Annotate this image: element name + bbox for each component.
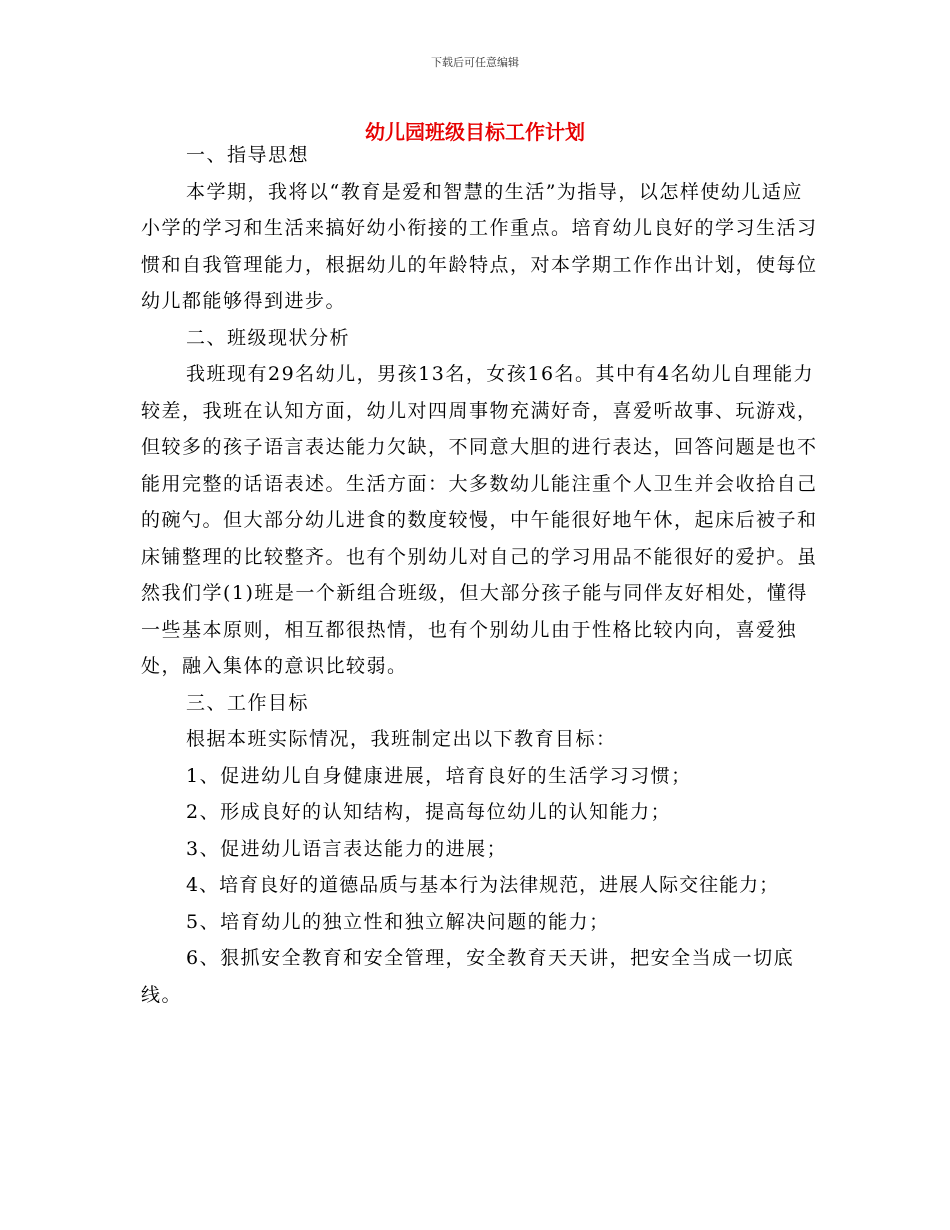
- document-title: 幼儿园班级目标工作计划: [365, 120, 585, 144]
- section-heading-guiding-thought: 一、指导思想: [186, 144, 310, 166]
- goal-item-5: 5、培育幼儿的独立性和独立解决问题的能力；: [186, 910, 610, 933]
- paragraph-class-analysis: 我班现有29名幼儿，男孩13名，女孩16名。其中有4名幼儿自理能力较差，我班在认知方面，幼儿对四周事物充满好奇，喜爱听故事、玩游戏，但较多的孩子语言表达能力欠缺，不同意大胆的进行表达，回答问题是也不能用完整的话语表述。生活方面：大多数幼儿能注重个人卫生并会收拾自己的碗勺。但大部分幼儿进食的数度较慢，中午能很好地午休，起床后被子和床铺整理的比较整齐。也有个别幼儿对自己的学习用品不能很好的爱护。虽然我们学(1)班是一个新组合班级，但大部分孩子能与同伴友好相处，懂得一些基本原则，相互都很热情，也有个别幼儿由于性格比较内向，喜爱独处，融入集体的意识比较弱。: [141, 363, 818, 677]
- section-heading-work-goals: 三、工作目标: [186, 691, 310, 714]
- header-note: 下载后可任意编辑: [431, 56, 519, 69]
- section-heading-class-analysis: 二、班级现状分析: [186, 326, 351, 349]
- goal-item-2: 2、形成良好的认知结构，提高每位幼儿的认知能力；: [186, 801, 672, 823]
- paragraph-guiding-thought: 本学期，我将以“教育是爱和智慧的生活”为指导，以怎样使幼儿适应小学的学习和生活来搞好幼小衔接的工作重点。培育幼儿良好的学习生活习惯和自我管理能力，根据幼儿的年龄特点，对本学期工作作出计划，使每位幼儿都能够得到进步。: [141, 180, 818, 312]
- document-body: [141, 137, 821, 1013]
- goal-item-4: 4、培育良好的道德品质与基本行为法律规范，进展人际交往能力；: [186, 874, 780, 896]
- goal-item-6: 6、狠抓安全教育和安全管理，安全教育天天讲，把安全当成一切底线。: [141, 947, 795, 1006]
- goal-item-3: 3、促进幼儿语言表达能力的进展；: [186, 837, 508, 860]
- paragraph-goals-intro: 根据本班实际情况，我班制定出以下教育目标：: [186, 728, 617, 750]
- goal-item-1: 1、促进幼儿自身健康进展，培育良好的生活学习习惯；: [186, 764, 692, 787]
